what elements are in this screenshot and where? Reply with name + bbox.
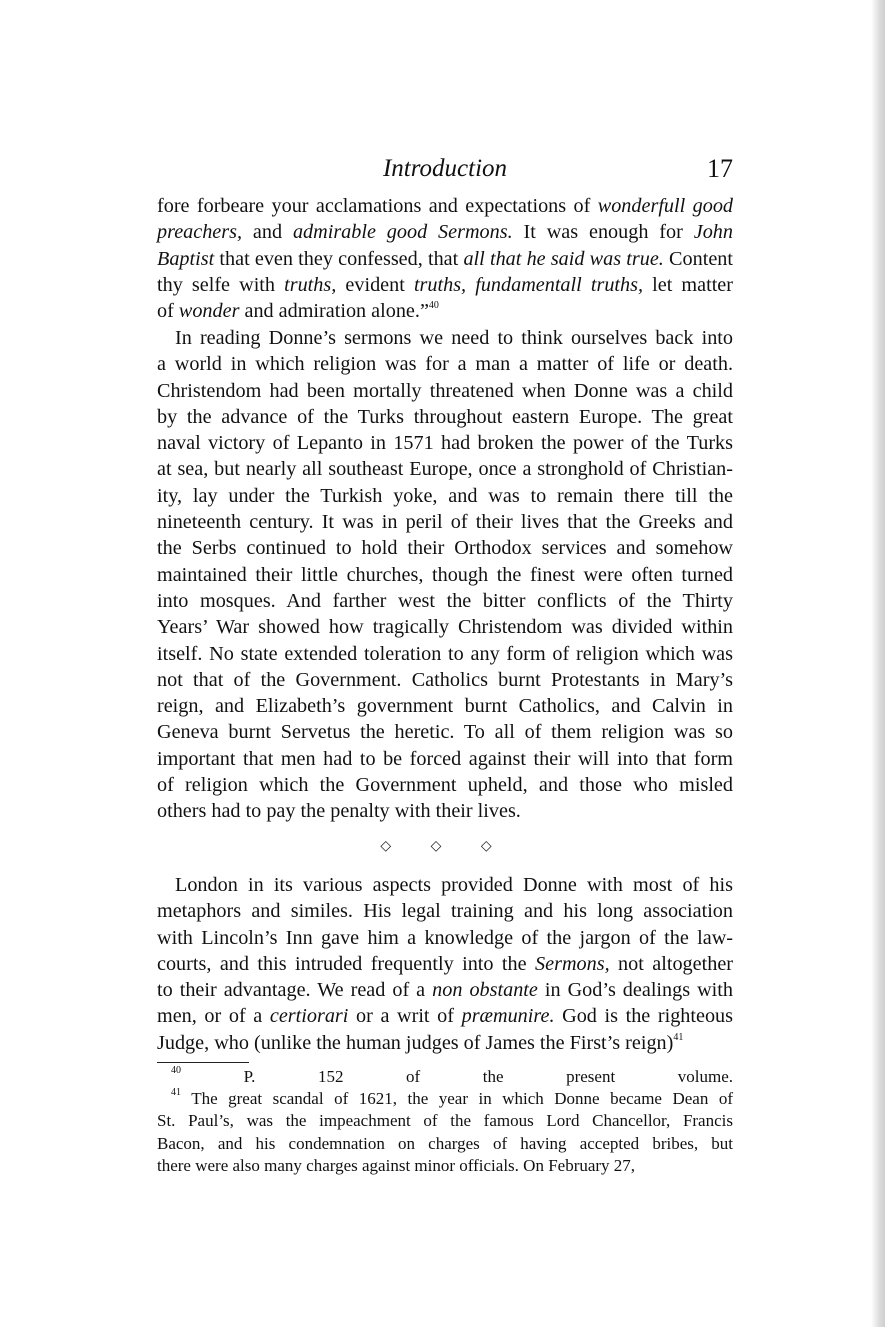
paragraph-1-line xyxy=(157,246,733,272)
text-run: reign, and Elizabeth’s government burnt Catholics, and Calvin in xyxy=(157,695,733,718)
italic-text: Baptist xyxy=(157,247,215,270)
paragraph-1-line xyxy=(157,193,733,219)
italic-text: wonderfull good xyxy=(597,195,734,217)
text-run: The great scandal of 1621, the year in which Donne became Dean of xyxy=(181,1089,733,1109)
text-run: with Lincoln’s Inn gave him a knowledge of the jargon of the law- xyxy=(157,926,733,949)
text-run: evident xyxy=(336,273,414,296)
italic-text: Sermons, xyxy=(535,952,610,975)
text-run: nineteenth century. It was in peril of their lives that the Greeks and xyxy=(157,511,733,534)
paragraph-2-line xyxy=(157,772,733,798)
italic-text: truths, xyxy=(284,273,337,296)
italic-text: wonder xyxy=(178,300,240,323)
text-run: into mosques. And farther west the bitter conflicts of the Thirty xyxy=(157,589,733,612)
footnote-line xyxy=(157,1133,733,1155)
paragraph-2-line xyxy=(157,641,733,667)
chapter-title: Introduction xyxy=(382,155,508,182)
page-edge-shadow xyxy=(871,0,885,1327)
footnote-line xyxy=(157,1088,733,1110)
italic-text: certiorari xyxy=(269,1005,349,1028)
italic-text: non obstante xyxy=(432,979,538,1002)
text-run: ity, lay under the Turkish yoke, and was to remain there till the xyxy=(157,484,733,507)
paragraph-3-line xyxy=(157,925,733,951)
paragraph-1-line xyxy=(157,272,733,298)
paragraph-3-line xyxy=(157,1003,733,1029)
italic-text: admirable good Sermons. xyxy=(292,221,513,244)
text-run: important that men had to be forced against their will into that form xyxy=(157,747,733,770)
text-run: or a writ of xyxy=(348,1005,462,1028)
paragraph-2-line xyxy=(157,719,733,745)
footnote-line xyxy=(157,1066,733,1088)
text-run: and xyxy=(242,221,293,244)
text-run: by the advance of the Turks throughout eastern Europe. The great xyxy=(157,405,733,428)
text-run: London in its various aspects provided Donne with most of his xyxy=(175,874,733,896)
paragraph-2-line xyxy=(157,483,733,509)
paragraph-3-line xyxy=(157,1030,733,1056)
paragraph-2-line xyxy=(157,509,733,535)
text-run: metaphors and similes. His legal training and his long association xyxy=(157,900,733,923)
text-run: Christendom had been mortally threatened when Donne was a child xyxy=(157,379,733,402)
text-run: Bacon, and his condemnation on charges of having accepted bribes, but xyxy=(157,1133,733,1153)
text-run: and admiration alone.” xyxy=(239,300,429,323)
text-run: In reading Donne’s sermons we need to think ourselves back into xyxy=(175,327,733,349)
text-run: naval victory of Lepanto in 1571 had broken the power of the Turks xyxy=(157,432,733,455)
text-run: of xyxy=(157,300,179,323)
footnote-line xyxy=(157,1110,733,1132)
footnote-marker: 41 xyxy=(673,1031,684,1043)
text-run: let matter xyxy=(643,273,733,296)
text-run: fore forbeare your acclamations and expectations of xyxy=(157,195,598,217)
italic-text: John xyxy=(693,221,733,244)
paragraph-3-line xyxy=(157,951,733,977)
text-run: to their advantage. We read of a xyxy=(157,979,433,1002)
paragraph-2-line xyxy=(157,535,733,561)
italic-text: truths, fundamentall truths, xyxy=(413,273,644,296)
paragraph-religion xyxy=(157,325,733,825)
paragraph-1-line xyxy=(157,219,733,245)
text-run: others had to pay the penalty with their lives. xyxy=(157,800,521,823)
text-run: Content xyxy=(663,247,733,270)
paragraph-2-line xyxy=(157,614,733,640)
text-run: maintained their little churches, though the finest were often turned xyxy=(157,563,733,586)
text-run: not that of the Government. Catholics burnt Protestants in Mary’s xyxy=(157,668,733,691)
text-run: Judge, who (unlike the human judges of James the First’s reign) xyxy=(157,1031,674,1054)
paragraph-3-line xyxy=(157,977,733,1003)
footnote-marker: 41 xyxy=(171,1087,181,1099)
paragraph-3-line xyxy=(157,898,733,924)
footnote-marker: 40 xyxy=(171,1065,181,1076)
text-run: of religion which the Government upheld, and those who misled xyxy=(157,774,733,797)
paragraph-2-line xyxy=(157,378,733,404)
paragraph-2-line xyxy=(157,456,733,482)
italic-text: preachers, xyxy=(157,221,243,244)
text-run: the Serbs continued to hold their Orthodox services and somehow xyxy=(157,537,733,560)
paragraph-2-line xyxy=(157,746,733,772)
text-run: at sea, but nearly all southeast Europe, once a stronghold of Christian- xyxy=(157,458,733,481)
footnote-marker: 40 xyxy=(428,300,439,312)
footnote-line xyxy=(157,1155,733,1177)
paragraph-2-line xyxy=(157,351,733,377)
section-ornament: ◇ ◇ ◇ xyxy=(380,839,510,854)
text-run: not altogether xyxy=(609,952,733,975)
paragraph-2-line xyxy=(157,588,733,614)
text-run: a world in which religion was for a man a matter of life or death. xyxy=(157,353,733,376)
text-run: Years’ War showed how tragically Christendom was divided within xyxy=(157,616,733,639)
paragraph-2-line xyxy=(157,325,733,351)
paragraph-3-line xyxy=(157,872,733,898)
footnotes xyxy=(157,1066,733,1177)
text-run: courts, and this intruded frequently into the xyxy=(157,952,536,975)
text-run: that even they confessed, that xyxy=(214,247,464,270)
italic-text: all that he said was true. xyxy=(463,247,664,270)
paragraph-london xyxy=(157,872,733,1056)
paragraph-2-line xyxy=(157,798,733,824)
text-run: there were also many charges against minor officials. On February 27, xyxy=(157,1155,636,1175)
paragraph-2-line xyxy=(157,562,733,588)
text-run: P. 152 of the present volume. xyxy=(181,1067,733,1086)
text-run: Geneva burnt Servetus the heretic. To all of them religion was so xyxy=(157,721,733,744)
text-run: It was enough for xyxy=(512,221,694,244)
paragraph-2-line xyxy=(157,667,733,693)
running-head xyxy=(157,152,733,186)
text-run: thy selfe with xyxy=(157,273,285,296)
text-run: itself. No state extended toleration to any form of religion which was xyxy=(157,642,733,665)
paragraph-1-line xyxy=(157,298,733,324)
page-number: 17 xyxy=(707,154,733,183)
footnote-rule xyxy=(157,1062,249,1063)
paragraph-2-line xyxy=(157,693,733,719)
text-run: God is the righteous xyxy=(554,1005,733,1028)
paragraph-continued xyxy=(157,193,733,324)
italic-text: præmunire. xyxy=(461,1005,555,1028)
paragraph-2-line xyxy=(157,430,733,456)
text-run: men, or of a xyxy=(157,1005,270,1028)
text-run: St. Paul’s, was the impeachment of the famous Lord Chancellor, Francis xyxy=(157,1111,733,1131)
paragraph-2-line xyxy=(157,404,733,430)
text-run: in God’s dealings with xyxy=(537,979,733,1002)
